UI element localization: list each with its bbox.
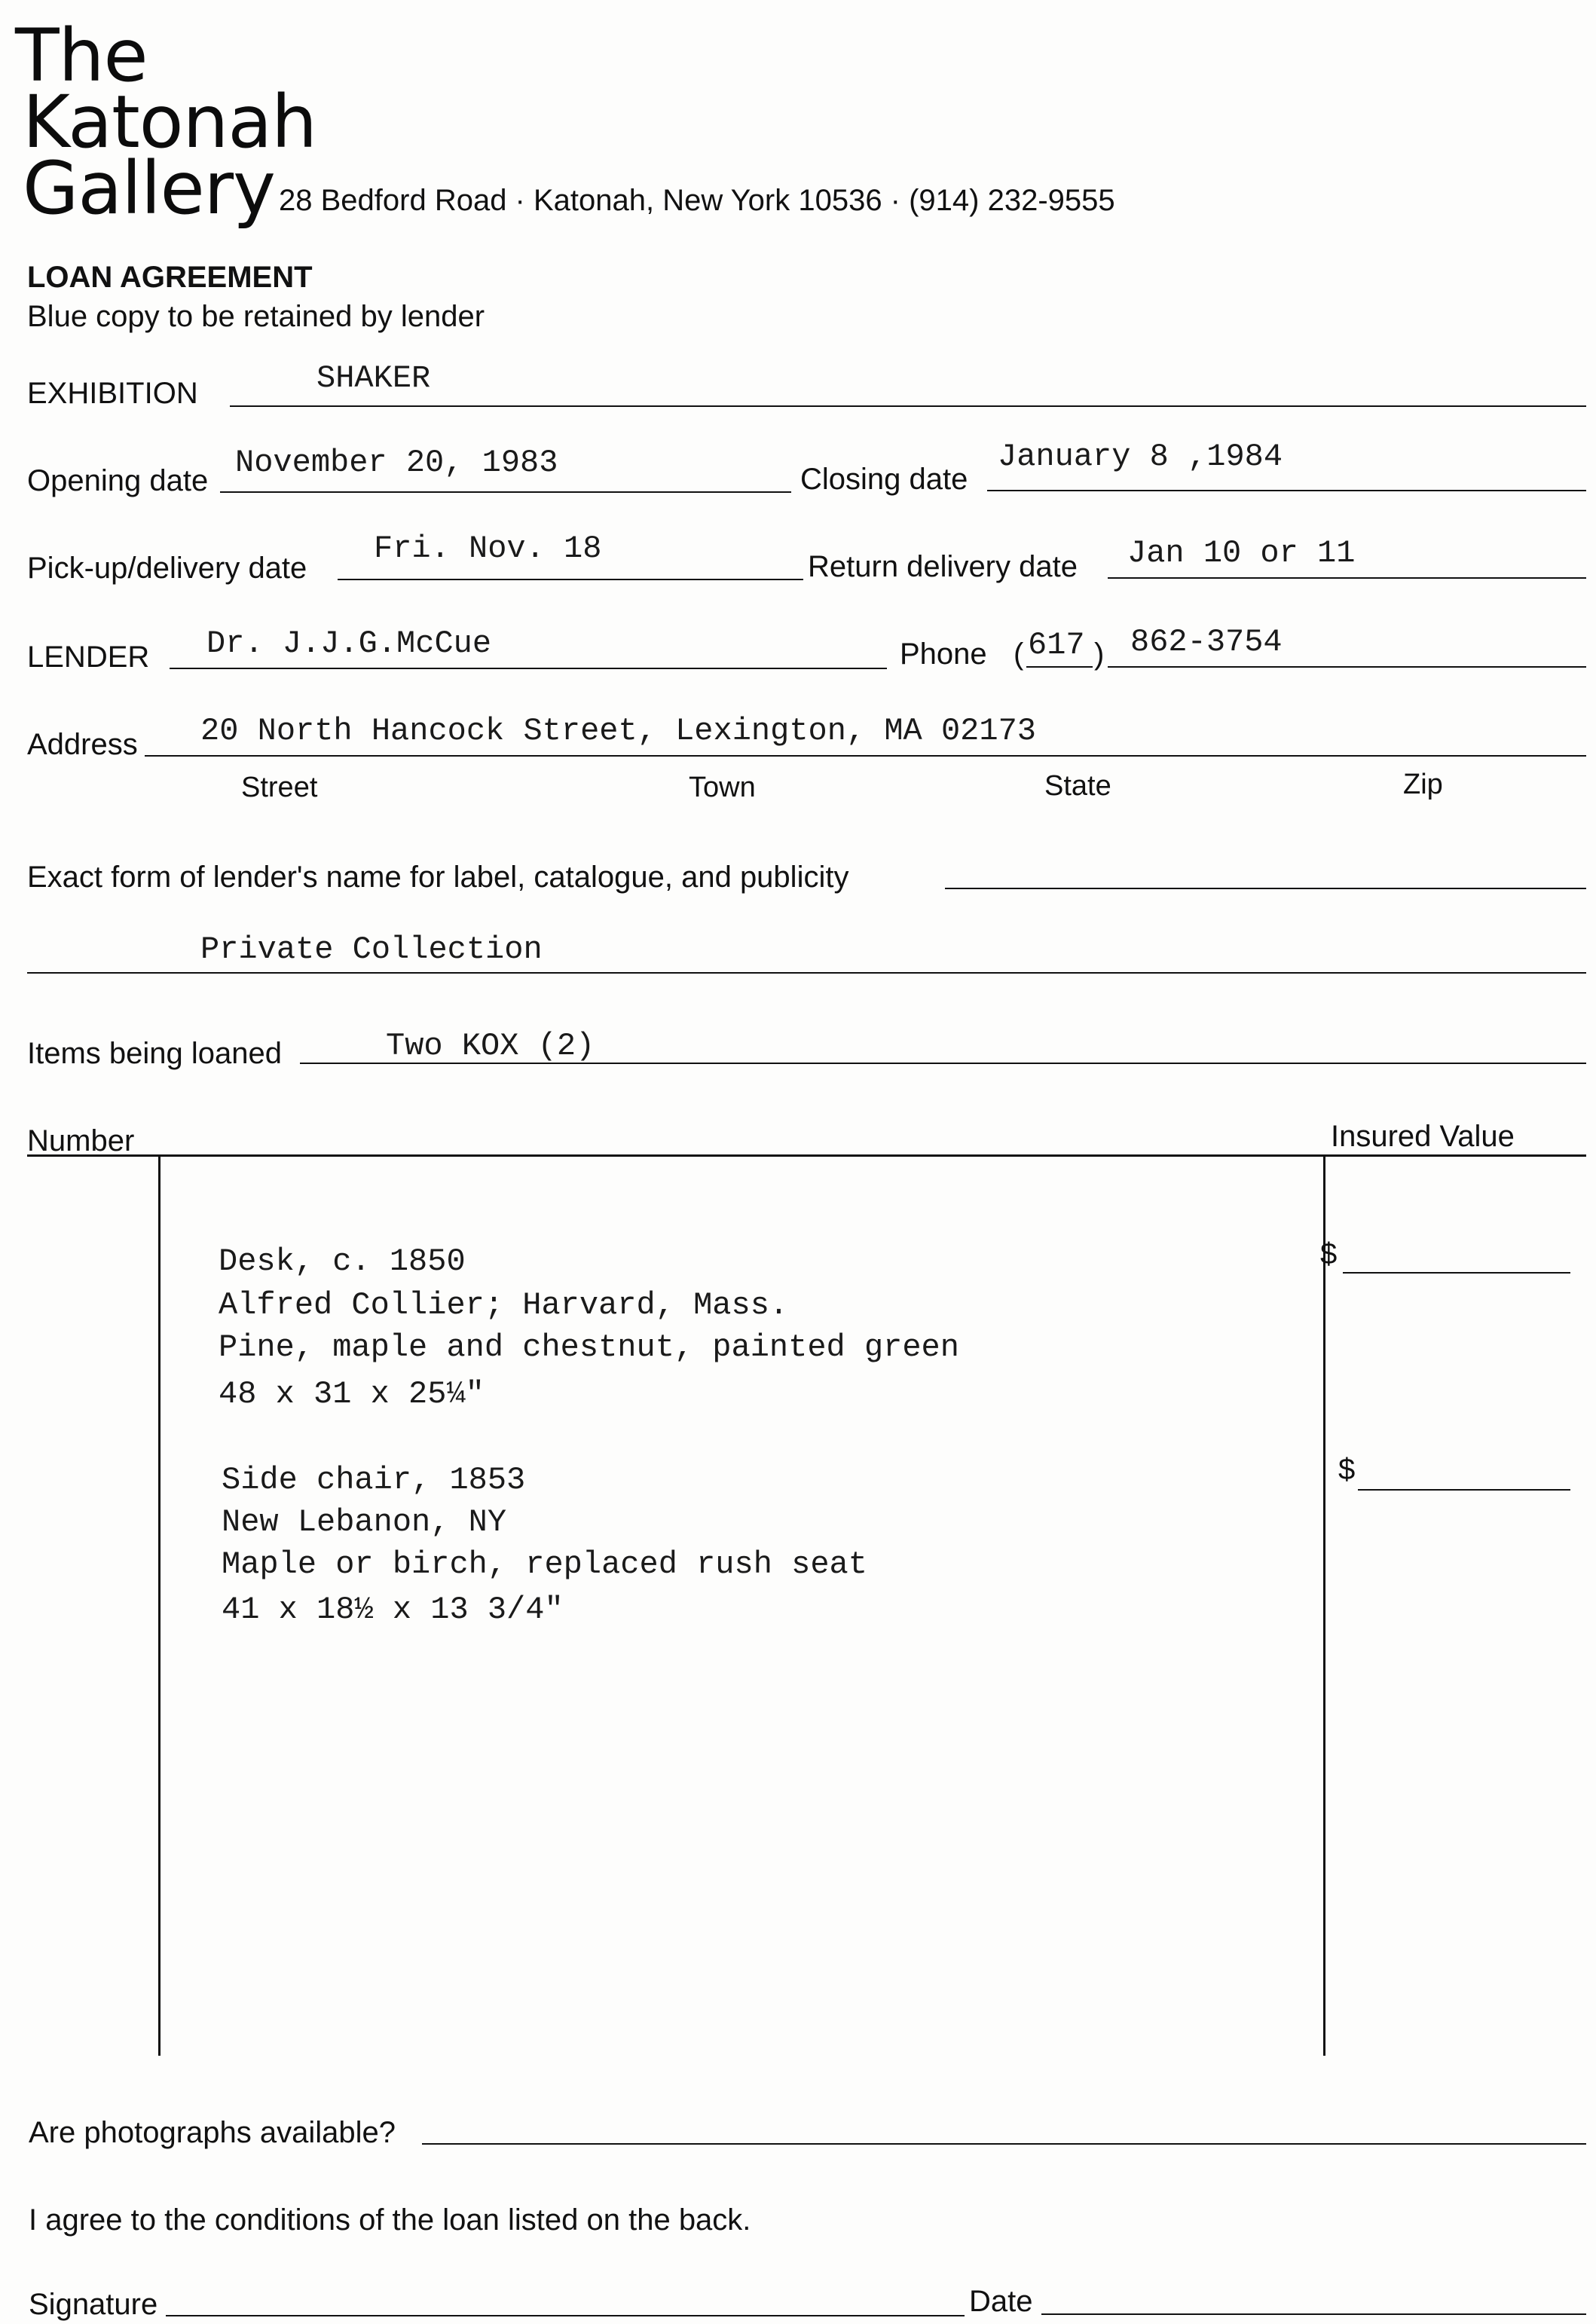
return-date-line	[1108, 577, 1586, 579]
zip-label: Zip	[1403, 769, 1443, 800]
phone-number-value: 862-3754	[1130, 624, 1283, 660]
pickup-date-value: Fri. Nov. 18	[374, 531, 602, 567]
phone-open-paren: (	[1014, 638, 1024, 671]
return-date-value: Jan 10 or 11	[1127, 535, 1356, 571]
photographs-label: Are photographs available?	[29, 2116, 396, 2149]
street-label: Street	[241, 772, 318, 803]
lender-label: LENDER	[27, 641, 150, 674]
exhibition-label: EXHIBITION	[27, 377, 198, 410]
table-left-divider	[158, 1154, 161, 2056]
town-label: Town	[689, 772, 756, 803]
table-right-divider	[1323, 1154, 1325, 2056]
exhibition-line	[230, 405, 1586, 407]
table-top-rule	[27, 1154, 1586, 1157]
form-title: LOAN AGREEMENT	[27, 261, 313, 294]
lender-value: Dr. J.J.G.McCue	[206, 625, 492, 662]
agreement-statement: I agree to the conditions of the loan listed on the back.	[29, 2203, 751, 2237]
opening-date-line	[220, 491, 791, 493]
exact-name-line-2	[27, 972, 1586, 974]
lender-line	[170, 668, 887, 669]
number-column-header: Number	[27, 1124, 135, 1157]
phone-close-paren: )	[1094, 638, 1105, 671]
pickup-date-line	[338, 579, 803, 580]
photographs-line	[422, 2143, 1586, 2145]
item-1-line-2: Alfred Collier; Harvard, Mass.	[219, 1287, 789, 1323]
phone-number-line	[1108, 666, 1586, 668]
closing-date-label: Closing date	[800, 463, 968, 496]
closing-date-line	[987, 490, 1586, 491]
item-1-line-1: Desk, c. 1850	[219, 1243, 466, 1280]
items-loaned-label: Items being loaned	[27, 1037, 283, 1070]
form-subtitle: Blue copy to be retained by lender	[27, 300, 485, 333]
closing-date-value: January 8 ,1984	[998, 439, 1283, 475]
exact-name-label: Exact form of lender's name for label, catalogue, and publicity	[27, 861, 849, 894]
state-label: State	[1044, 770, 1111, 802]
item-2-dollar-sign: $	[1338, 1453, 1356, 1486]
address-label: Address	[27, 728, 138, 761]
opening-date-label: Opening date	[27, 464, 209, 497]
item-2-line-1: Side chair, 1853	[222, 1462, 526, 1498]
date-line	[1041, 2313, 1586, 2315]
item-2-value-line	[1358, 1489, 1570, 1491]
item-1-line-4: 48 x 31 x 25¼"	[219, 1376, 485, 1412]
pickup-date-label: Pick-up/delivery date	[27, 552, 307, 585]
phone-area-value: 617	[1028, 627, 1085, 663]
item-2-line-2: New Lebanon, NY	[222, 1504, 507, 1540]
exhibition-value: SHAKER	[316, 360, 431, 396]
signature-label: Signature	[29, 2288, 158, 2321]
logo-line-katonah: Katonah	[23, 80, 316, 164]
opening-date-value: November 20, 1983	[235, 445, 558, 481]
insured-value-column-header: Insured Value	[1331, 1120, 1515, 1153]
exact-name-value: Private Collection	[200, 931, 543, 968]
return-date-label: Return delivery date	[808, 550, 1078, 583]
item-1-line-3: Pine, maple and chestnut, painted green	[219, 1329, 959, 1365]
exact-name-line	[945, 888, 1586, 889]
gallery-address: 28 Bedford Road · Katonah, New York 10536 · (914) 232-9555	[279, 184, 1115, 217]
address-line	[145, 755, 1586, 757]
item-2-line-4: 41 x 18½ x 13 3/4"	[222, 1592, 564, 1628]
date-label: Date	[969, 2285, 1033, 2318]
items-loaned-value: Two KOX (2)	[386, 1028, 595, 1064]
item-1-dollar-sign: $	[1320, 1237, 1338, 1271]
address-value: 20 North Hancock Street, Lexington, MA 02173	[200, 713, 1036, 749]
phone-label: Phone	[900, 638, 987, 671]
phone-area-line	[1026, 666, 1093, 668]
logo-line-the: The	[15, 14, 148, 98]
item-2-line-3: Maple or birch, replaced rush seat	[222, 1546, 867, 1582]
logo-line-gallery: Gallery	[23, 146, 275, 231]
signature-line	[166, 2315, 965, 2316]
item-1-value-line	[1343, 1272, 1570, 1274]
